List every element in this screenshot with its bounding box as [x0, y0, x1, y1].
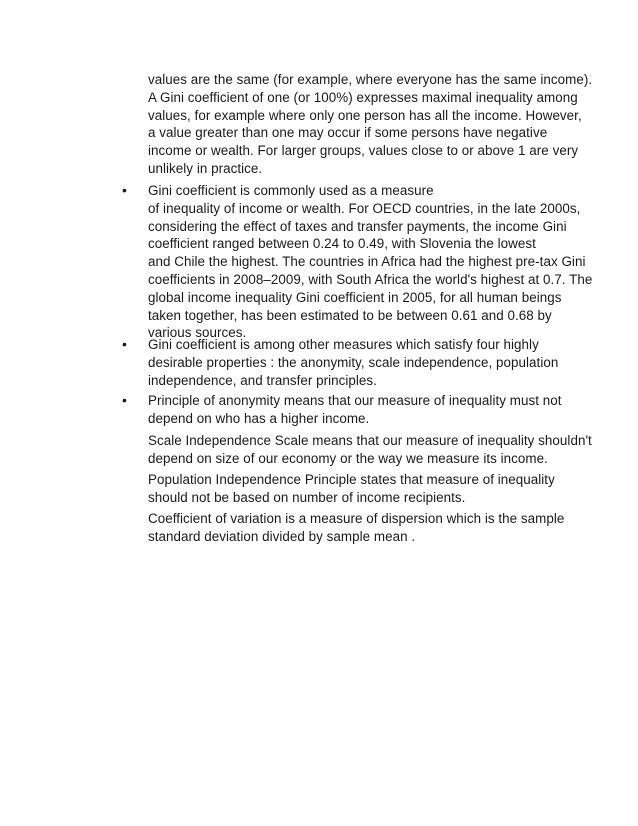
text-line: depend on who has a higher income.: [148, 410, 370, 426]
text-line: values, for example where only one person has all the income. However,: [148, 107, 582, 123]
text-line: and Chile the highest. The countries in Africa had the highest pre-tax Gini: [148, 254, 586, 270]
bullet-item-measure-of-inequality: [148, 182, 593, 342]
bullet-item-anonymity-principle: [148, 392, 580, 428]
text-line: Principle of anonymity means that our measure of inequality must not: [148, 393, 562, 408]
text-line: Coefficient of variation is a measure of dispersion which is the sample: [148, 511, 565, 526]
text-line: coefficient ranged between 0.24 to 0.49, with Slovenia the lowest: [148, 236, 536, 252]
text-line: desirable properties : the anonymity, scale independence, population: [148, 354, 559, 370]
bullet-icon: •: [122, 336, 127, 352]
text-line: of inequality of income or wealth. For OECD countries, in the late 2000s,: [148, 200, 581, 216]
text-line: A Gini coefficient of one (or 100%) expresses maximal inequality among: [148, 89, 578, 105]
bullet-item-desirable-properties: [148, 336, 580, 389]
text-line: considering the effect of taxes and transfer payments, the income Gini: [148, 218, 567, 234]
text-line: depend on size of our economy or the way we measure its income.: [148, 450, 548, 466]
text-line: unlikely in practice.: [148, 160, 263, 176]
text-line: independence, and transfer principles.: [148, 372, 377, 388]
text-line: Population Independence Principle states that measure of inequality: [148, 472, 555, 487]
text-line: a value greater than one may occur if some persons have negative: [148, 125, 548, 141]
text-line: values are the same (for example, where everyone has the same income).: [148, 72, 593, 87]
text-line: global income inequality Gini coefficient in 2005, for all human beings: [148, 289, 562, 305]
paragraph-population-independence: [148, 471, 580, 507]
text-line: taken together, has been estimated to be between 0.61 and 0.68 by: [148, 307, 552, 323]
text-line: should not be based on number of income recipients.: [148, 489, 466, 505]
paragraph-gini-definition-continued: [148, 71, 593, 178]
paragraph-scale-independence: [148, 432, 592, 468]
text-line: coefficients in 2008–2009, with South Africa the world's highest at 0.7. The: [148, 271, 593, 287]
text-line: Scale Independence Scale means that our measure of inequality shouldn't: [148, 433, 592, 448]
text-line: Gini coefficient is among other measures which satisfy four highly: [148, 337, 539, 352]
text-line: standard deviation divided by sample mean .: [148, 528, 416, 544]
text-line: various sources.: [148, 325, 247, 341]
paragraph-coefficient-of-variation: [148, 510, 580, 546]
bullet-icon: •: [122, 182, 127, 198]
bullet-icon: •: [122, 392, 127, 408]
text-line: Gini coefficient is commonly used as a measure: [148, 183, 434, 198]
text-line: income or wealth. For larger groups, values close to or above 1 are very: [148, 143, 579, 159]
